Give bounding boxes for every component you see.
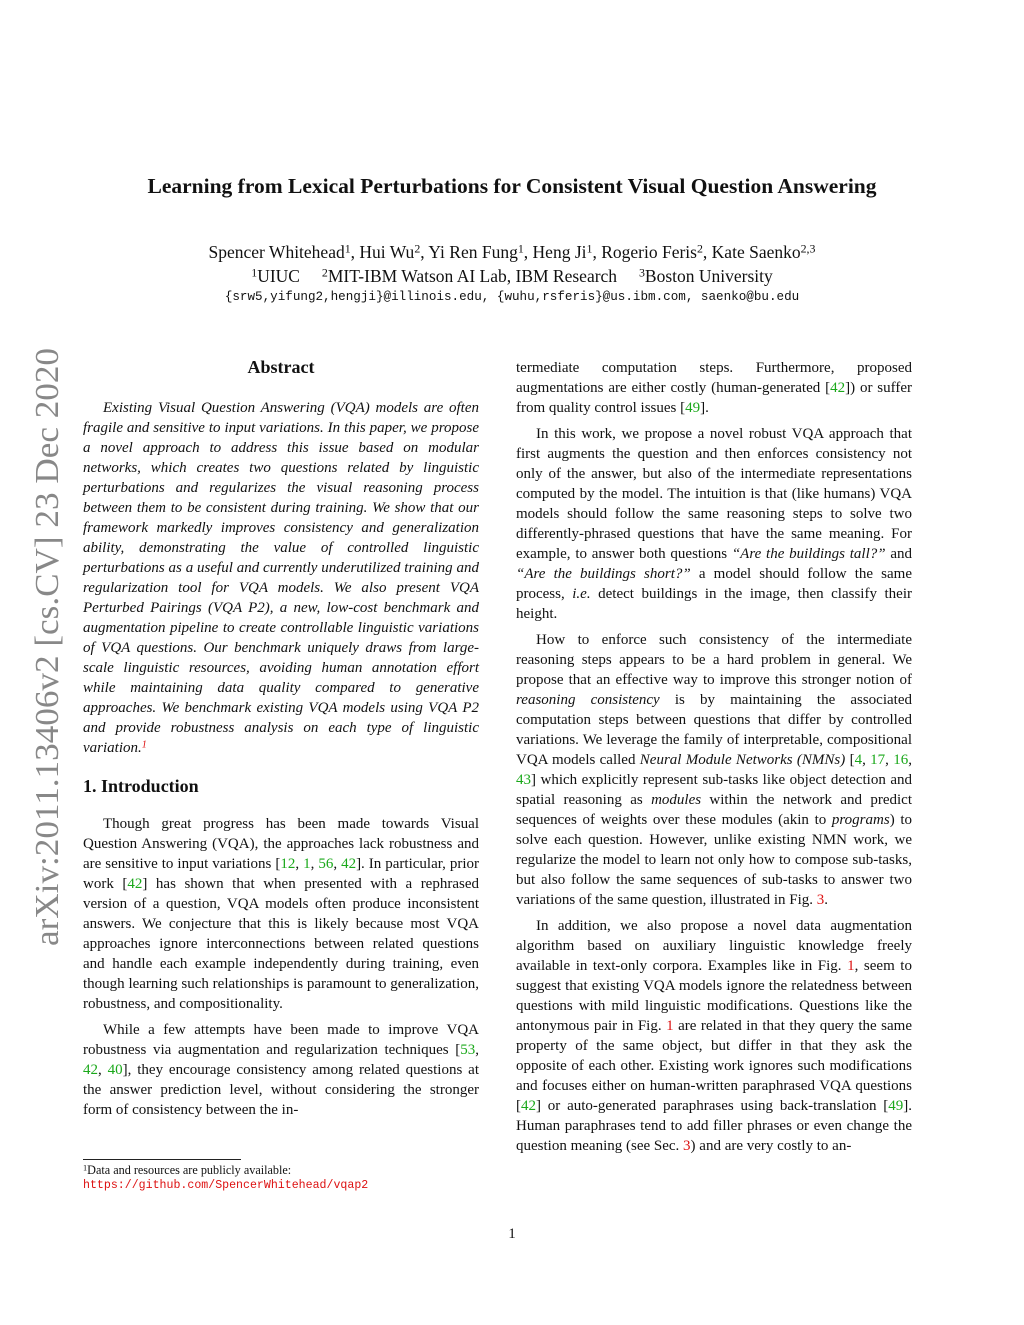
author: Hui Wu$^2$,: [359, 241, 429, 262]
arxiv-stamp-text: arXiv:2011.13406v2 [cs.CV] 23 Dec 2020: [29, 367, 66, 946]
citation-link[interactable]: 42: [830, 380, 846, 396]
citation-link[interactable]: 53: [460, 1042, 476, 1058]
citation-link[interactable]: 4: [854, 752, 863, 768]
citation-link[interactable]: 16: [893, 752, 909, 768]
citation-link[interactable]: 42: [521, 1098, 536, 1114]
citation-link[interactable]: 1: [303, 856, 311, 872]
page-number: 1: [508, 1226, 516, 1242]
intro-paragraph-1: Though great progress has been made towards Visual Question Answering (VQA), the approaches lack robustness and are sensitive to input variations [12, 1, 56, 42]. In particular, prior work [42] has shown that when presented with a rephrased version of a question, VQA models often produce inconsistent answers. We conjecture that this is likely because most VQA approaches ignore interconnections between related questions and handle each example independently during training, even though learning such relationships is paramount to generalization, robustness, and compositionality.: [83, 816, 480, 1012]
right-paragraph-3: How to enforce such consistency of the intermediate reasoning steps appears to be a hard problem in general. We propose that an effective way to improve this stronger notion of reasoning consistency is by maintaining the associated computation steps between questions that differ by controlled variations. We leverage the family of interpretable, compositional VQA models called Neural Module Networks (NMNs) [4, 17, 16, 43] which explicitly represent sub-tasks like object detection and spatial reasoning as modules within the network and predict sequences of weights over these modules (akin to programs) to solve each question. However, unlike existing NMN work, we regularize the model to learn not only how to compose sub-tasks, but also follow the same sequences of sub-tasks to answer two variations of the same question, illustrated in Fig. 3.: [516, 632, 912, 908]
figure-ref-link[interactable]: 3: [816, 892, 825, 908]
citation-link[interactable]: 17: [870, 752, 886, 768]
footnote-number: 1: [83, 1163, 88, 1173]
section-ref-link[interactable]: 3: [683, 1138, 691, 1154]
author-block: [60, 240, 964, 288]
figure-ref-link[interactable]: 1: [847, 958, 855, 974]
citation-link[interactable]: 49: [685, 400, 701, 416]
affiliation: $^3$Boston University: [638, 265, 773, 286]
author: Kate Saenko$^{2,3}$: [711, 241, 816, 262]
right-column: [516, 358, 912, 1162]
paper-title: Learning from Lexical Perturbations for Consistent Visual Question Answering: [147, 174, 877, 198]
footnote-divider: [83, 1159, 241, 1160]
footnote-url-link[interactable]: https://github.com/SpencerWhitehead/vqap2: [83, 1179, 369, 1192]
figure-ref-link[interactable]: 1: [666, 1018, 674, 1034]
right-paragraph-2: In this work, we propose a novel robust VQA approach that first augments the question and then enforces consistency not only of the answer, but also of the intermediate representations computed by the model. The intuition is that (like humans) VQA models should follow the same reasoning steps to solve two differently-phrased questions that have the same meaning. For example, to answer both questions “Are the buildings tall?” and “Are the buildings short?” a model should follow the same process, i.e. detect buildings in the image, then classify their height.: [516, 426, 913, 622]
footnote-text: Data and resources are publicly available:: [87, 1163, 292, 1177]
affiliation: $^1$UIUC: [251, 265, 300, 286]
arxiv-stamp: [21, 348, 67, 946]
citation-link[interactable]: 49: [888, 1098, 904, 1114]
right-paragraph-4: In addition, we also propose a novel data augmentation algorithm based on auxiliary linguistic knowledge freely available in text-only corpora. Examples like in Fig. 1, seem to suggest that existing VQA models ignore the relatedness between questions with mild linguistic modifications. Questions like the antonymous pair in Fig. 1 are related in that they query the same property of the same object, but differ in that they ask the opposite of each other. Existing work ignores such modifications and focuses either on human-written paraphrased VQA questions [42] or auto-generated paraphrases using back-translation [49]. Human paraphrases tend to add filler phrases or even change the question meaning (see Sec. 3) and are very costly to an-: [516, 918, 913, 1154]
abstract-text: Existing Visual Question Answering (VQA) models are often fragile and sensitive to input variations. In this paper, we propose a novel approach to address this issue based on modular networks, which creates two questions related by linguistic perturbations and regularizes the visual reasoning process between them to be consistent during training. We show that our framework markedly improves consistency and generalization ability, demonstrating the value of controlled linguistic perturbations as a useful and currently underutilized training and regularization tool for VQA models. We also present VQA Perturbed Pairings (VQA P2), a new, low-cost benchmark and augmentation pipeline to create controllable linguistic variations of VQA questions. Our benchmark uniquely draws from large-scale linguistic resources, avoiding human annotation effort while maintaining data quality compared to generative approaches. We benchmark existing VQA models using VQA P2 and provide robustness analysis on each type of linguistic variation.$^1$: [83, 400, 479, 756]
citation-link[interactable]: 43: [516, 772, 531, 788]
author-emails: {srw5,yifung2,hengji}@illinois.edu, {wuhu,rsferis}@us.ibm.com, saenko@bu.edu: [224, 290, 800, 304]
author-list: [60, 240, 964, 264]
section-heading-introduction: 1. Introduction: [83, 776, 199, 796]
author: Spencer Whitehead$^1$,: [208, 241, 360, 262]
footnote: [83, 1162, 479, 1194]
citation-link[interactable]: 42: [341, 856, 357, 872]
intro-paragraph-2: While a few attempts have been made to improve VQA robustness via augmentation and regularization techniques [53, 42, 40], they encourage consistency among related questions at the answer prediction level, without considering the stronger form of consistency between the in-: [83, 1022, 479, 1118]
left-column: [83, 354, 479, 1126]
author: Rogerio Feris$^2$,: [601, 241, 712, 262]
author: Heng Ji$^1$,: [532, 241, 602, 262]
footnote-mark-link[interactable]: 1: [141, 739, 147, 751]
citation-link[interactable]: 56: [318, 856, 334, 872]
right-paragraph-1: termediate computation steps. Furthermore, proposed augmentations are either costly (human-generated [42]) or suffer from quality control issues [49].: [516, 360, 912, 416]
citation-link[interactable]: 42: [127, 876, 143, 892]
author: Yi Ren Fung$^1$,: [428, 241, 533, 262]
affiliation-list: [60, 264, 964, 288]
abstract-heading: Abstract: [247, 357, 315, 377]
citation-link[interactable]: 12: [280, 856, 296, 872]
citation-link[interactable]: 40: [107, 1062, 123, 1078]
citation-link[interactable]: 42: [83, 1062, 98, 1078]
affiliation: $^2$MIT-IBM Watson AI Lab, IBM Research: [321, 265, 618, 286]
